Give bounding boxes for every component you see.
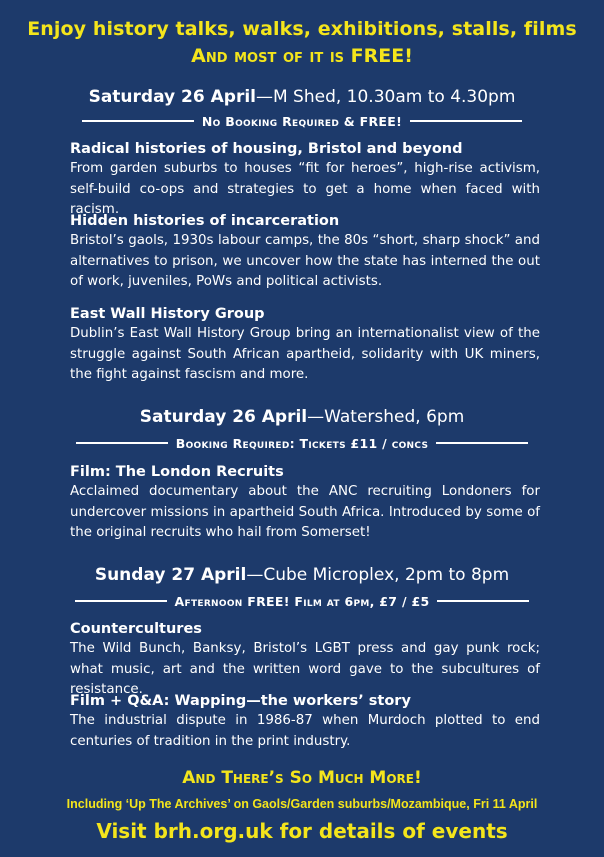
headline-line1: Enjoy history talks, walks, exhibitions, stalls, films — [27, 18, 577, 40]
event-item — [70, 462, 540, 544]
event-title: Film + Q&A: Wapping—the workers’ story — [70, 693, 411, 709]
event-description: Bristol’s gaols, 1930s labour camps, the 80s “short, sharp shock” and alternatives to prison, we uncover how the state has interned the out of work, juveniles, PoWs and political activists. — [70, 233, 540, 289]
session-3-venue: —Cube Microplex, 2pm to 8pm — [246, 565, 510, 585]
divider-right — [437, 600, 529, 602]
session-1-heading — [0, 87, 604, 107]
event-item — [70, 139, 540, 221]
session-1-venue: —M Shed, 10.30am to 4.30pm — [255, 87, 516, 107]
session-1-day: Saturday 26 April — [88, 87, 256, 107]
event-description: Dublin’s East Wall History Group bring an internationalist view of the struggle against South African apartheid, solidarity with UK miners, the fight against fascism and more. — [70, 326, 540, 382]
divider-right — [436, 442, 528, 444]
event-description: From garden suburbs to houses “fit for heroes”, high-rise activism, self-build co-ops and strategies to get a home when faced with racism. — [70, 161, 540, 217]
event-description: The Wild Bunch, Banksy, Bristol’s LGBT press and gay punk rock; what music, art and the written word gave to the subcultures of resistance. — [70, 641, 540, 697]
event-item — [70, 619, 540, 701]
event-title: Radical histories of housing, Bristol and beyond — [70, 141, 463, 157]
session-3-day: Sunday 27 April — [94, 565, 247, 585]
footer-visit-link[interactable]: Visit brh.org.uk for details of events — [96, 819, 508, 843]
footer-more-heading: And There’s So Much More! — [182, 768, 422, 788]
divider-left — [76, 442, 168, 444]
session-2-note: Booking Required: Tickets £11 / concs — [175, 435, 429, 451]
session-2-heading — [0, 407, 604, 427]
session-2-note-row — [0, 434, 604, 452]
event-item — [70, 691, 540, 752]
session-2-day: Saturday 26 April — [139, 407, 308, 427]
event-description: The industrial dispute in 1986-87 when Murdoch plotted to end centuries of tradition in the print industry. — [70, 713, 540, 749]
event-item — [70, 304, 540, 386]
session-2-venue: —Watershed, 6pm — [307, 407, 465, 427]
event-title: East Wall History Group — [70, 306, 265, 322]
event-item — [70, 211, 540, 293]
event-title: Film: The London Recruits — [70, 464, 284, 480]
event-title: Countercultures — [70, 621, 202, 637]
footer-including-note: Including ‘Up The Archives’ on Gaols/Garden suburbs/Mozambique, Fri 11 April — [66, 797, 538, 811]
session-1-note-row — [0, 112, 604, 130]
headline-line2: And most of it is FREE! — [191, 45, 413, 67]
divider-left — [82, 120, 194, 122]
event-description: Acclaimed documentary about the ANC recruiting Londoners for undercover missions in apartheid South Africa. Introduced by some of the original recruits who hail from Somerset! — [70, 484, 540, 540]
divider-right — [410, 120, 522, 122]
session-3-note-row — [0, 592, 604, 610]
session-1-note: No Booking Required & FREE! — [201, 113, 403, 129]
divider-left — [75, 600, 167, 602]
session-3-heading — [0, 565, 604, 585]
event-title: Hidden histories of incarceration — [70, 213, 340, 229]
session-3-note: Afternoon FREE! Film at 6pm, £7 / £5 — [174, 593, 430, 609]
